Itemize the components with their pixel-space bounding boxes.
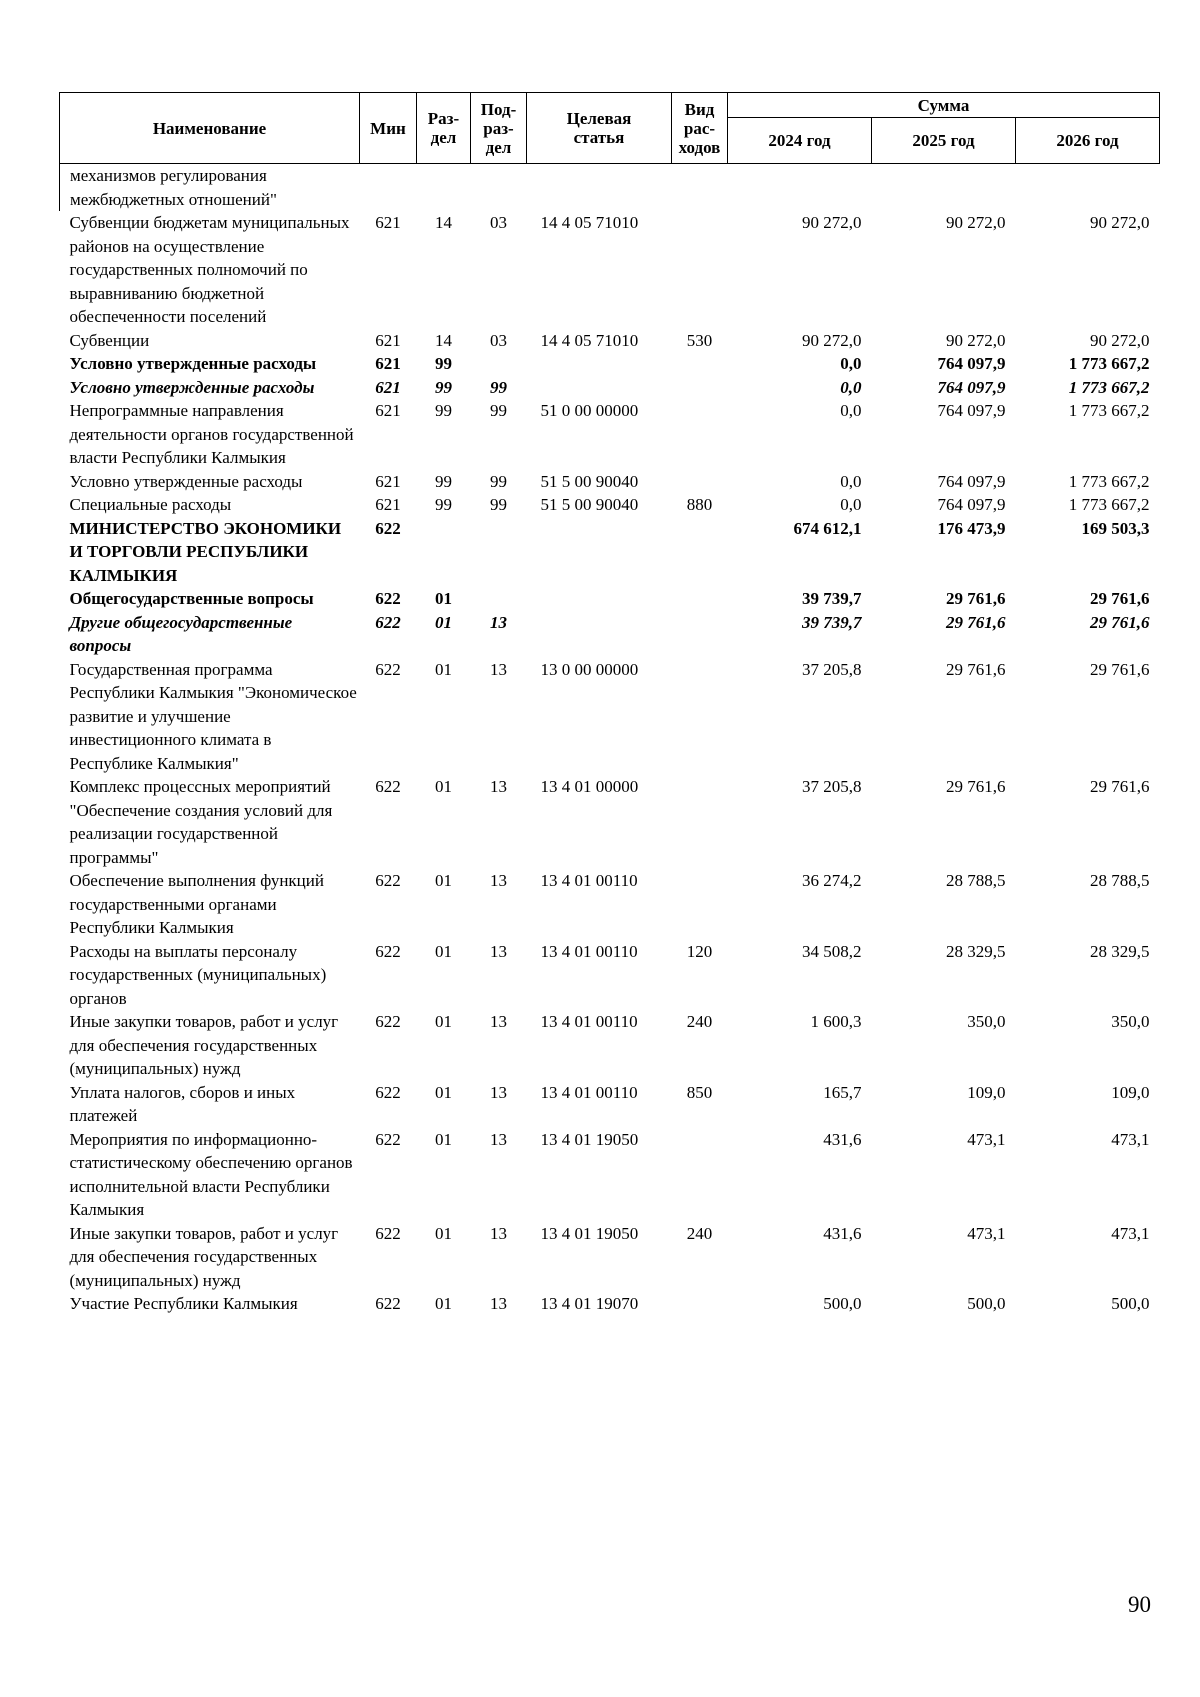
table-header xyxy=(60,93,1160,164)
row-name: Условно утвержденные расходы xyxy=(69,471,303,491)
row-razdel: 01 xyxy=(435,1129,452,1149)
row-sum-2024: 0,0 xyxy=(840,471,862,491)
row-vid-rashodov xyxy=(672,611,728,658)
row-razdel: 01 xyxy=(435,871,452,890)
row-name: Специальные расходы xyxy=(69,495,232,514)
row-sum-2025: 90 272,0 xyxy=(946,213,1006,232)
row-name: Мероприятия по информационно-статистическому обеспечению органов исполнительной власти Республики Калмыкия xyxy=(69,1129,353,1219)
row-sum-2026: 29 761,6 xyxy=(1090,612,1150,632)
row-sum-2025: 109,0 xyxy=(967,1082,1006,1102)
row-name: Комплекс процессных мероприятий "Обеспечение создания условий для реализации государственной программы" xyxy=(69,777,333,867)
row-sum-2024: 500,0 xyxy=(823,1294,862,1313)
row-celevaya-statya: 13 4 01 19050 xyxy=(540,1129,639,1149)
row-sum-2026: 1 773 667,2 xyxy=(1068,401,1150,420)
row-sum-2024: 36 274,2 xyxy=(802,871,862,890)
row-name: Субвенции xyxy=(69,330,150,350)
row-name: МИНИСТЕРСТВО ЭКОНОМИКИ И ТОРГОВЛИ РЕСПУБЛИКИ КАЛМЫКИЯ xyxy=(69,518,342,585)
row-min: 622 xyxy=(375,1294,401,1313)
row-sum-2025: 29 761,6 xyxy=(946,777,1006,796)
row-podrazdel: 99 xyxy=(490,495,507,514)
table-row xyxy=(60,940,1160,1011)
row-sum-2026: 28 788,5 xyxy=(1090,871,1150,890)
row-sum-2025: 350,0 xyxy=(967,1012,1006,1031)
row-name: Уплата налогов, сборов и иных платежей xyxy=(69,1082,296,1125)
row-min: 621 xyxy=(375,401,401,420)
row-sum-2025: 473,1 xyxy=(967,1129,1006,1149)
table-row xyxy=(60,1010,1160,1081)
row-sum-2025: 28 788,5 xyxy=(946,871,1006,890)
row-vid-rashodov: 880 xyxy=(686,495,713,514)
row-razdel: 99 xyxy=(435,354,452,373)
row-podrazdel: 13 xyxy=(490,941,507,961)
header-vid: Вид рас- ходов xyxy=(672,93,728,164)
row-sum-2025: 764 097,9 xyxy=(937,401,1006,420)
row-vid-rashodov xyxy=(672,470,728,494)
table-row xyxy=(60,470,1160,494)
row-vid-rashodov: 240 xyxy=(686,1223,713,1243)
row-celevaya-statya xyxy=(527,352,672,376)
row-razdel: 99 xyxy=(435,401,452,420)
table-row xyxy=(60,211,1160,329)
row-sum-2025: 764 097,9 xyxy=(937,471,1006,491)
row-vid-rashodov xyxy=(672,211,728,329)
row-celevaya-statya xyxy=(527,611,672,658)
table-row xyxy=(60,493,1160,517)
row-celevaya-statya: 14 4 05 71010 xyxy=(540,330,639,350)
row-sum-2026: 28 329,5 xyxy=(1090,941,1150,961)
row-celevaya-statya: 13 4 01 00110 xyxy=(540,1012,638,1031)
row-vid-rashodov xyxy=(672,164,728,212)
row-min: 622 xyxy=(375,1129,401,1149)
row-razdel: 99 xyxy=(435,377,452,397)
row-vid-rashodov xyxy=(672,775,728,869)
row-celevaya-statya xyxy=(527,164,672,212)
header-name: Наименование xyxy=(60,93,360,164)
row-name: механизмов регулирования межбюджетных отношений" xyxy=(60,164,360,212)
row-celevaya-statya: 13 4 01 00110 xyxy=(540,941,638,961)
row-razdel: 14 xyxy=(435,330,452,350)
row-min: 622 xyxy=(375,589,401,608)
row-sum-2026: 169 503,3 xyxy=(1081,518,1150,538)
row-celevaya-statya: 51 5 00 90040 xyxy=(540,471,639,491)
row-sum-2026: 109,0 xyxy=(1111,1082,1150,1102)
row-vid-rashodov xyxy=(672,517,728,588)
row-podrazdel: 99 xyxy=(490,377,507,397)
row-celevaya-statya xyxy=(527,376,672,400)
page-number: 90 xyxy=(1128,1592,1151,1617)
row-sum-2026: 1 773 667,2 xyxy=(1068,495,1150,514)
table-row xyxy=(60,1292,1160,1316)
row-sum-2025: 500,0 xyxy=(967,1294,1006,1313)
row-podrazdel: 03 xyxy=(490,330,507,350)
row-razdel: 01 xyxy=(435,1223,452,1243)
row-sum-2024: 90 272,0 xyxy=(802,213,862,232)
row-razdel xyxy=(417,164,471,212)
header-razdel: Раз- дел xyxy=(417,93,471,164)
row-celevaya-statya: 13 4 01 00000 xyxy=(540,777,639,796)
row-sum-2024: 0,0 xyxy=(840,354,862,373)
row-sum-2026: 1 773 667,2 xyxy=(1068,471,1150,491)
table-body xyxy=(60,164,1160,1316)
row-sum-2024: 39 739,7 xyxy=(802,589,862,608)
row-sum-2026: 29 761,6 xyxy=(1090,589,1150,608)
row-min: 621 xyxy=(375,495,401,514)
row-razdel: 99 xyxy=(435,471,452,491)
row-razdel: 01 xyxy=(435,777,452,796)
row-celevaya-statya: 13 0 00 00000 xyxy=(540,659,639,679)
row-min xyxy=(360,164,417,212)
row-vid-rashodov xyxy=(672,1292,728,1316)
row-min: 621 xyxy=(375,354,401,373)
table-row xyxy=(60,376,1160,400)
row-celevaya-statya: 13 4 01 00110 xyxy=(540,871,638,890)
header-celevaya: Целевая статья xyxy=(527,93,672,164)
row-celevaya-statya: 13 4 01 00110 xyxy=(540,1082,638,1102)
header-min: Мин xyxy=(360,93,417,164)
row-razdel: 01 xyxy=(435,1294,452,1313)
table-row xyxy=(60,869,1160,940)
row-razdel: 99 xyxy=(435,495,452,514)
row-sum-2024: 0,0 xyxy=(840,495,862,514)
row-min: 622 xyxy=(375,871,401,890)
row-sum-2024: 1 600,3 xyxy=(810,1012,862,1031)
table-row xyxy=(60,164,1160,212)
row-min: 621 xyxy=(375,213,401,232)
row-vid-rashodov xyxy=(672,658,728,776)
row-podrazdel: 13 xyxy=(490,612,507,632)
row-sum-2026 xyxy=(1016,164,1160,212)
row-name: Субвенции бюджетам муниципальных районов на осуществление государственных полномочий по выравниванию бюджетной обеспеченности поселений xyxy=(69,213,350,326)
row-celevaya-statya: 13 4 01 19050 xyxy=(540,1223,639,1243)
table-row xyxy=(60,517,1160,588)
row-razdel: 01 xyxy=(435,612,452,632)
row-podrazdel: 13 xyxy=(490,1223,507,1243)
table-row xyxy=(60,775,1160,869)
table-row xyxy=(60,611,1160,658)
row-name: Государственная программа Республики Калмыкия "Экономическое развитие и улучшение инвестиционного климата в Республике Калмыкия" xyxy=(69,659,357,773)
row-sum-2025: 28 329,5 xyxy=(946,941,1006,961)
row-sum-2026: 473,1 xyxy=(1111,1129,1150,1149)
row-min: 622 xyxy=(375,1082,401,1102)
row-podrazdel: 13 xyxy=(490,1012,507,1031)
row-min: 622 xyxy=(375,1012,401,1031)
row-min: 621 xyxy=(375,377,401,397)
row-min: 622 xyxy=(375,518,401,538)
row-sum-2024: 0,0 xyxy=(840,377,862,397)
row-vid-rashodov: 850 xyxy=(686,1082,713,1102)
row-vid-rashodov xyxy=(672,587,728,611)
row-sum-2025: 764 097,9 xyxy=(937,377,1006,397)
row-celevaya-statya: 13 4 01 19070 xyxy=(540,1294,639,1313)
row-name: Расходы на выплаты персоналу государственных (муниципальных) органов xyxy=(69,941,327,1008)
row-podrazdel xyxy=(471,587,527,611)
header-year-2026: 2026 год xyxy=(1016,118,1160,164)
row-min: 622 xyxy=(375,941,401,961)
row-sum-2024: 90 272,0 xyxy=(802,330,862,350)
row-min: 621 xyxy=(375,330,401,350)
row-sum-2025: 176 473,9 xyxy=(937,518,1006,538)
row-celevaya-statya xyxy=(527,517,672,588)
table-row xyxy=(60,658,1160,776)
row-sum-2025: 764 097,9 xyxy=(937,495,1006,514)
row-podrazdel: 99 xyxy=(490,401,507,420)
row-vid-rashodov xyxy=(672,376,728,400)
table-row xyxy=(60,1222,1160,1293)
row-min: 622 xyxy=(375,659,401,679)
row-vid-rashodov: 240 xyxy=(686,1012,713,1031)
row-celevaya-statya: 14 4 05 71010 xyxy=(540,213,639,232)
row-sum-2025: 90 272,0 xyxy=(946,330,1006,350)
row-razdel: 01 xyxy=(435,589,452,608)
row-name: Обеспечение выполнения функций государственными органами Республики Калмыкия xyxy=(69,871,324,937)
row-min: 622 xyxy=(375,777,401,796)
row-sum-2026: 90 272,0 xyxy=(1090,330,1150,350)
row-podrazdel xyxy=(471,352,527,376)
row-podrazdel: 13 xyxy=(490,777,507,796)
row-sum-2025 xyxy=(872,164,1016,212)
row-razdel: 01 xyxy=(435,1012,452,1031)
row-razdel: 01 xyxy=(435,941,452,961)
row-vid-rashodov: 530 xyxy=(686,330,713,350)
header-podrazdel: Под- раз- дел xyxy=(471,93,527,164)
row-sum-2025: 764 097,9 xyxy=(937,354,1006,373)
budget-table xyxy=(59,92,1160,1316)
row-sum-2026: 1 773 667,2 xyxy=(1068,377,1150,397)
row-name: Непрограммные направления деятельности органов государственной власти Республики Калмыкия xyxy=(69,401,354,467)
table-row xyxy=(60,352,1160,376)
header-summa: Сумма xyxy=(728,93,1160,118)
row-sum-2025: 473,1 xyxy=(967,1223,1006,1243)
row-sum-2024: 431,6 xyxy=(823,1223,862,1243)
row-min: 622 xyxy=(375,1223,401,1243)
row-name: Иные закупки товаров, работ и услуг для обеспечения государственных (муниципальных) нужд xyxy=(69,1223,339,1290)
header-year-2025: 2025 год xyxy=(872,118,1016,164)
table-row xyxy=(60,1128,1160,1222)
row-sum-2024: 39 739,7 xyxy=(802,612,862,632)
row-sum-2024: 34 508,2 xyxy=(802,941,862,961)
row-name: Иные закупки товаров, работ и услуг для обеспечения государственных (муниципальных) нужд xyxy=(69,1012,339,1078)
row-razdel: 01 xyxy=(435,659,452,679)
row-sum-2026: 1 773 667,2 xyxy=(1068,354,1150,373)
row-sum-2025: 29 761,6 xyxy=(946,659,1006,679)
row-celevaya-statya: 51 0 00 00000 xyxy=(540,401,639,420)
row-vid-rashodov xyxy=(672,1128,728,1222)
header-year-2024: 2024 год xyxy=(728,118,872,164)
row-podrazdel: 13 xyxy=(490,1082,507,1102)
row-sum-2026: 29 761,6 xyxy=(1090,777,1150,796)
row-sum-2026: 90 272,0 xyxy=(1090,213,1150,232)
row-min: 621 xyxy=(375,471,401,491)
row-sum-2024: 37 205,8 xyxy=(802,777,862,796)
row-sum-2024: 37 205,8 xyxy=(802,659,862,679)
row-sum-2025: 29 761,6 xyxy=(946,612,1006,632)
row-razdel: 01 xyxy=(435,1082,452,1102)
row-vid-rashodov xyxy=(672,399,728,470)
row-sum-2026: 29 761,6 xyxy=(1090,659,1150,679)
row-celevaya-statya: 51 5 00 90040 xyxy=(540,495,639,514)
row-sum-2024 xyxy=(728,164,872,212)
row-name: Участие Республики Калмыкия xyxy=(69,1294,298,1313)
row-vid-rashodov: 120 xyxy=(686,941,713,961)
row-sum-2024: 431,6 xyxy=(823,1129,862,1149)
row-sum-2026: 473,1 xyxy=(1111,1223,1150,1243)
row-podrazdel: 13 xyxy=(490,1294,507,1313)
row-sum-2024: 165,7 xyxy=(823,1082,862,1102)
row-podrazdel: 03 xyxy=(490,213,507,232)
table-row xyxy=(60,587,1160,611)
row-celevaya-statya xyxy=(527,587,672,611)
row-sum-2026: 500,0 xyxy=(1111,1294,1150,1313)
row-name: Другие общегосударственные вопросы xyxy=(69,612,293,655)
row-name: Общегосударственные вопросы xyxy=(69,589,314,608)
row-min: 622 xyxy=(375,612,401,632)
row-podrazdel: 13 xyxy=(490,659,507,679)
row-sum-2024: 0,0 xyxy=(840,401,862,420)
row-podrazdel: 99 xyxy=(490,471,507,491)
row-razdel xyxy=(417,517,471,588)
table-row xyxy=(60,329,1160,353)
row-name: Условно утвержденные расходы xyxy=(69,354,317,373)
row-sum-2026: 350,0 xyxy=(1111,1012,1150,1031)
row-name: Условно утвержденные расходы xyxy=(69,377,315,397)
row-sum-2025: 29 761,6 xyxy=(946,589,1006,608)
budget-page xyxy=(59,92,1159,1316)
table-row xyxy=(60,399,1160,470)
row-podrazdel: 13 xyxy=(490,871,507,890)
row-sum-2024: 674 612,1 xyxy=(793,518,862,538)
row-vid-rashodov xyxy=(672,352,728,376)
row-razdel: 14 xyxy=(435,213,452,232)
row-podrazdel: 13 xyxy=(490,1129,507,1149)
row-podrazdel xyxy=(471,517,527,588)
row-vid-rashodov xyxy=(672,869,728,940)
table-row xyxy=(60,1081,1160,1128)
row-podrazdel xyxy=(471,164,527,212)
